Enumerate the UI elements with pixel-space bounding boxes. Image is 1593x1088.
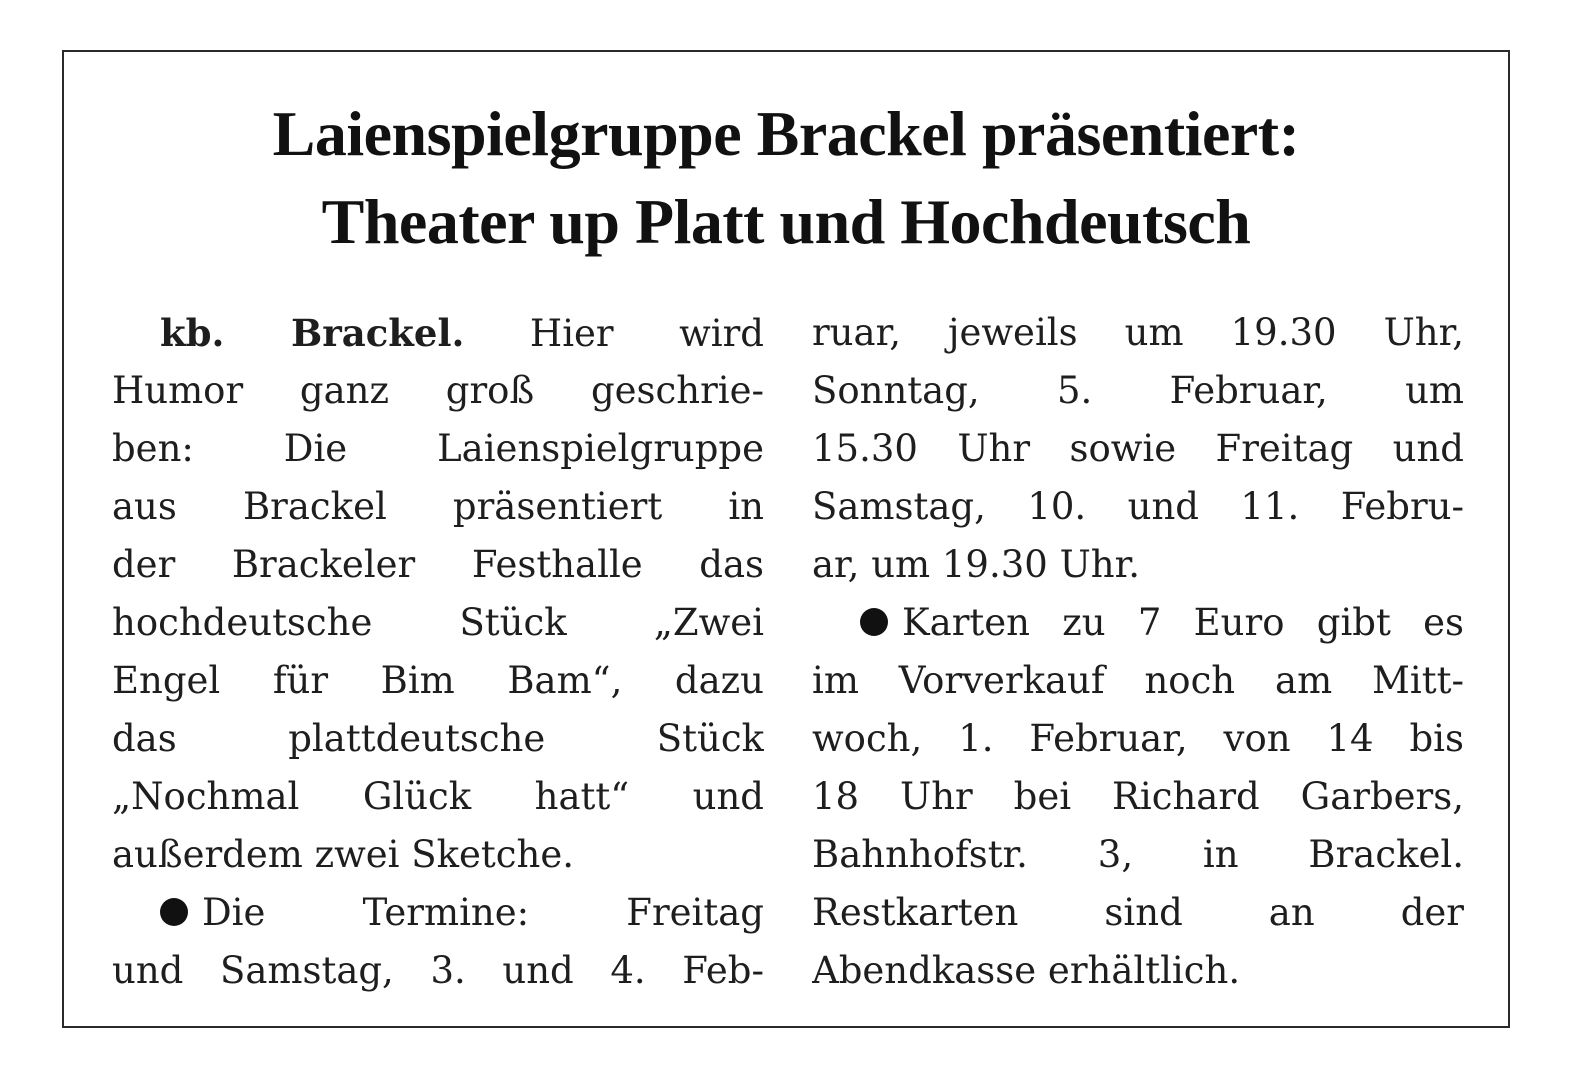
body-line: Restkarten sind an der	[812, 891, 1464, 934]
body-line: hochdeutsche Stück „Zwei	[112, 601, 764, 644]
body-line: Engel für Bim Bam“, dazu	[112, 659, 764, 702]
body-line: ar, um 19.30 Uhr.	[812, 543, 1140, 586]
body-line: und Samstag, 3. und 4. Feb-	[112, 949, 764, 992]
headline	[64, 90, 1508, 266]
body-line: 15.30 Uhr sowie Freitag und	[812, 427, 1464, 470]
bullet-icon	[860, 608, 888, 636]
body-line: Samstag, 10. und 11. Febru-	[812, 485, 1464, 528]
body-line: „Nochmal Glück hatt“ und	[112, 775, 764, 818]
body-line: Humor ganz groß geschrie-	[112, 369, 764, 412]
body-line: ben: Die Laienspielgruppe	[112, 427, 764, 470]
dateline: kb. Brackel.	[160, 311, 465, 355]
body-line: das plattdeutsche Stück	[112, 717, 764, 760]
body-line: außerdem zwei Sketche.	[112, 833, 575, 876]
body-line: ruar, jeweils um 19.30 Uhr,	[812, 311, 1464, 354]
body-line: der Brackeler Festhalle das	[112, 543, 764, 586]
body-line: Karten zu 7 Euro gibt es	[812, 594, 1464, 652]
body-line: 18 Uhr bei Richard Garbers,	[812, 775, 1464, 818]
body-line: aus Brackel präsentiert in	[112, 485, 764, 528]
body-line: Die Termine: Freitag	[112, 884, 764, 942]
headline-line-1: Laienspielgruppe Brackel präsentiert:	[272, 98, 1300, 169]
body-line: kb. Brackel. Hier wird	[160, 311, 764, 355]
body-line: im Vorverkauf noch am Mitt-	[812, 659, 1464, 702]
article-column-left	[112, 304, 764, 1000]
body-line: Sonntag, 5. Februar, um	[812, 369, 1464, 412]
article-column-right	[812, 304, 1464, 1000]
article-frame	[62, 50, 1510, 1028]
body-line: Abendkasse erhältlich.	[812, 949, 1241, 992]
body-line: woch, 1. Februar, von 14 bis	[812, 717, 1464, 760]
body-line: Bahnhofstr. 3, in Brackel.	[812, 833, 1464, 876]
headline-line-2: Theater up Platt und Hochdeutsch	[321, 186, 1251, 257]
bullet-icon	[160, 898, 188, 926]
